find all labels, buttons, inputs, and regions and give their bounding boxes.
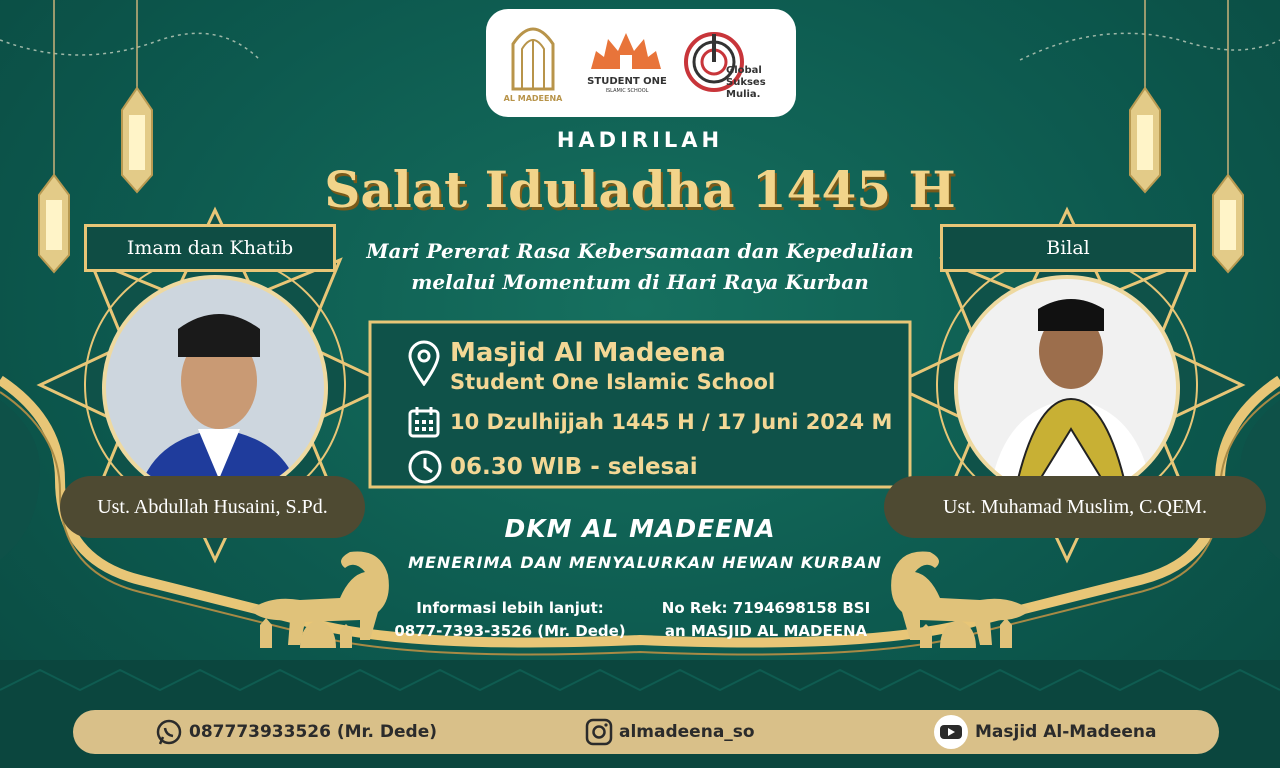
imam-name: Ust. Abdullah Husaini, S.Pd. bbox=[60, 476, 365, 538]
imam-role-label: Imam dan Khatib bbox=[84, 224, 336, 272]
whatsapp-icon bbox=[155, 718, 183, 746]
info-label: Informasi lebih lanjut: bbox=[416, 599, 604, 617]
instagram-icon bbox=[585, 718, 613, 746]
contact-info bbox=[392, 597, 628, 643]
clock-icon bbox=[408, 450, 442, 484]
info-phone: 0877-7393-3526 (Mr. Dede) bbox=[394, 622, 626, 640]
calendar-icon bbox=[408, 406, 440, 438]
event-time: 06.30 WIB - selesai bbox=[450, 454, 698, 480]
youtube-channel: Masjid Al-Madeena bbox=[975, 722, 1157, 742]
dkm-title: DKM AL MADEENA bbox=[504, 514, 776, 543]
global-logo-text-2: Sukses bbox=[726, 77, 766, 88]
bilal-name: Ust. Muhamad Muslim, C.QEM. bbox=[884, 476, 1266, 538]
instagram-handle: almadeena_so bbox=[619, 722, 755, 742]
student-one-logo-subtext: ISLAMIC SCHOOL bbox=[605, 88, 649, 94]
location-pin-icon bbox=[408, 340, 440, 386]
footer-youtube[interactable] bbox=[933, 710, 1156, 754]
al-madeena-logo-text: AL MADEENA bbox=[503, 94, 563, 103]
location-sub: Student One Islamic School bbox=[450, 370, 776, 394]
global-logo-text-3: Mulia. bbox=[726, 89, 761, 100]
bank-account-name: an MASJID AL MADEENA bbox=[664, 622, 868, 640]
sponsor-logos bbox=[486, 9, 796, 117]
bilal-role-label: Bilal bbox=[940, 224, 1196, 272]
footer-bar bbox=[73, 710, 1219, 754]
footer-whatsapp[interactable] bbox=[155, 710, 437, 754]
whatsapp-number: 087773933526 (Mr. Dede) bbox=[189, 722, 437, 742]
location-name: Masjid Al Madeena bbox=[450, 338, 726, 368]
footer-instagram[interactable] bbox=[585, 710, 755, 754]
bilal-photo bbox=[954, 275, 1180, 501]
event-info-panel bbox=[362, 326, 918, 486]
al-madeena-logo-icon bbox=[508, 19, 558, 91]
event-subtitle bbox=[340, 236, 940, 298]
subtitle-line-1: Mari Pererat Rasa Kebersamaan dan Kepedulian bbox=[366, 239, 914, 263]
invite-heading: HADIRILAH bbox=[556, 128, 724, 152]
global-logo-text-1: Global bbox=[726, 65, 762, 76]
subtitle-line-2: melalui Momentum di Hari Raya Kurban bbox=[411, 270, 869, 294]
bank-account: No Rek: 7194698158 BSI bbox=[661, 599, 871, 617]
student-one-logo-text: STUDENT ONE bbox=[587, 76, 667, 87]
student-one-logo-icon bbox=[586, 31, 666, 71]
imam-photo bbox=[102, 275, 328, 501]
event-title: Salat Iduladha 1445 H bbox=[324, 160, 956, 219]
youtube-icon bbox=[933, 714, 969, 750]
bilal-portrait-icon bbox=[958, 279, 1180, 501]
dkm-subtitle: MENERIMA DAN MENYALURKAN HEWAN KURBAN bbox=[408, 553, 882, 572]
bank-info bbox=[648, 597, 884, 643]
event-date: 10 Dzulhijjah 1445 H / 17 Juni 2024 M bbox=[450, 410, 893, 434]
imam-portrait-icon bbox=[106, 279, 328, 501]
